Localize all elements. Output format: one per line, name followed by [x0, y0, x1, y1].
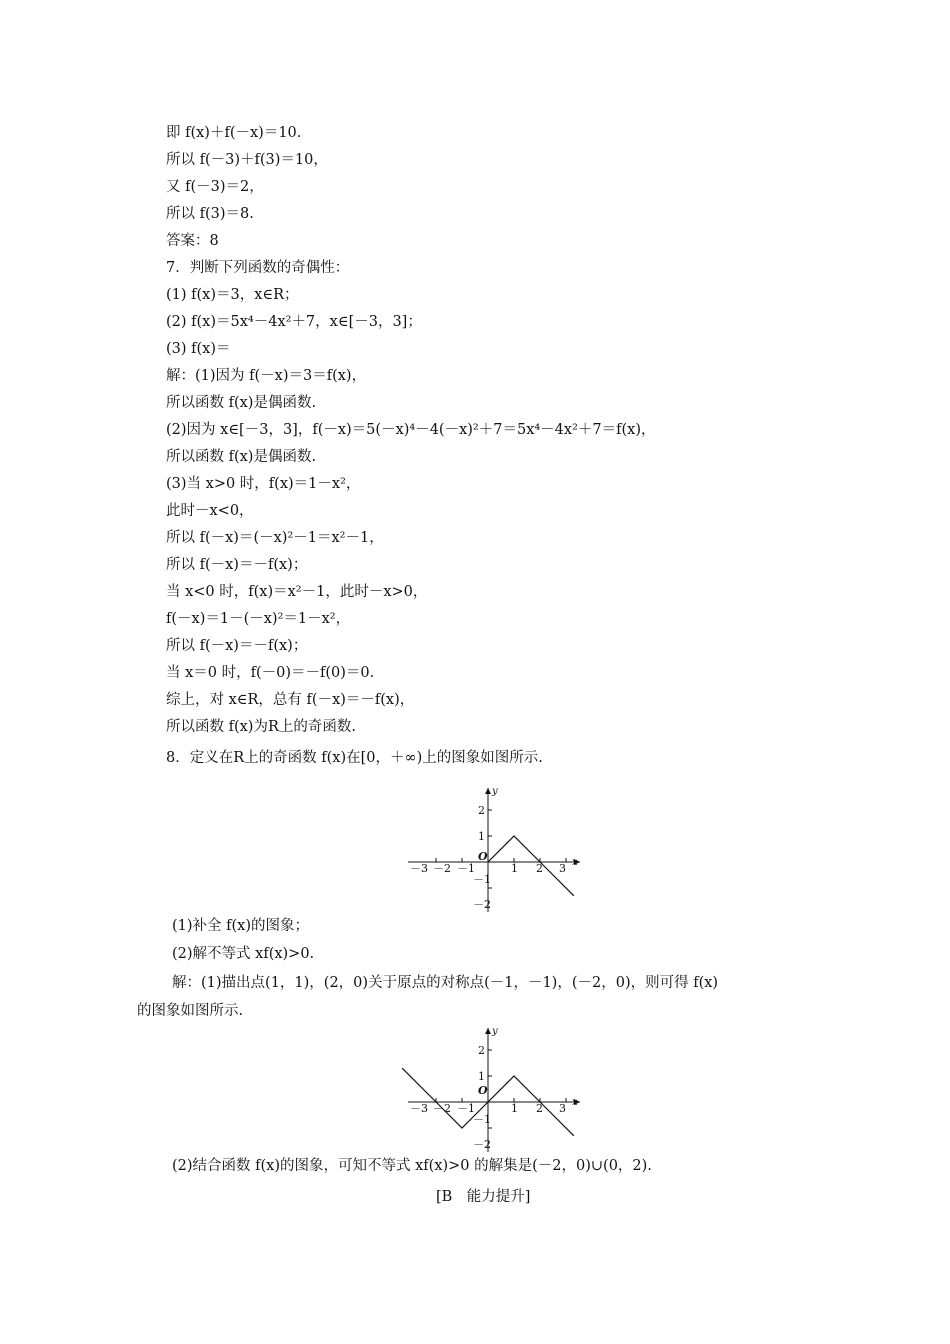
origin-label: O: [478, 1084, 488, 1097]
x-tick-label: －2: [433, 1102, 451, 1115]
y-axis-arrow: [485, 788, 491, 794]
text-line: 所以函数 f(x)是偶函数.: [166, 449, 317, 465]
graph-figure-1: [400, 780, 600, 920]
text-line: 当 x＝0 时，f(－0)＝－f(0)＝0.: [166, 665, 375, 681]
question-8: 8．定义在R上的奇函数 f(x)在[0，＋∞)上的图象如图所示.: [166, 750, 543, 766]
text-line: 又 f(－3)＝2，: [166, 179, 264, 195]
graph-1-labels: [410, 786, 578, 911]
x-tick-label: 3: [559, 1102, 566, 1115]
text-line: 的图象如图所示.: [137, 1003, 244, 1019]
text-line: 此时－x<0，: [166, 503, 254, 519]
y-tick-label: 2: [478, 804, 485, 817]
graph-figure-2: [400, 1020, 600, 1160]
origin-label: O: [478, 850, 488, 863]
y-tick-label: －1: [473, 1113, 491, 1126]
text-line: (3) f(x)＝: [166, 341, 231, 357]
y-tick-label: －2: [473, 898, 491, 911]
text-line: (2)解不等式 xf(x)>0.: [172, 946, 315, 962]
text-line: 所以函数 f(x)是偶函数.: [166, 395, 317, 411]
graph-2-svg: [400, 1020, 600, 1160]
x-tick-label: －3: [410, 862, 428, 875]
text-line: f(－x)＝1－(－x)²＝1－x²，: [166, 611, 351, 627]
text-line: 所以 f(3)＝8.: [166, 206, 254, 222]
text-line: 所以 f(－x)＝－f(x)；: [166, 557, 308, 573]
x-axis-label: x: [572, 857, 578, 868]
y-tick-label: －2: [473, 1138, 491, 1151]
y-tick-label: 2: [478, 1044, 485, 1057]
text-line: (3)当 x>0 时，f(x)＝1－x²，: [166, 476, 361, 492]
text-line: 所以 f(－x)＝－f(x)；: [166, 638, 308, 654]
y-tick-label: －1: [473, 873, 491, 886]
x-tick-label: －1: [457, 862, 475, 875]
y-tick-label: 1: [478, 1070, 485, 1083]
text-line: (2)结合函数 f(x)的图象，可知不等式 xf(x)>0 的解集是(－2，0)∪(0，2).: [172, 1158, 652, 1174]
text-line: (2) f(x)＝5x⁴－4x²＋7，x∈[－3，3]；: [166, 314, 422, 330]
x-tick-label: 2: [536, 862, 543, 875]
text-line: 综上，对 x∈R，总有 f(－x)＝－f(x)，: [166, 692, 415, 708]
x-tick-label: －3: [410, 1102, 428, 1115]
x-tick-label: 2: [536, 1102, 543, 1115]
text-line: (1) f(x)＝3，x∈R；: [166, 287, 299, 303]
text-line: 解：(1)因为 f(－x)＝3＝f(x)，: [166, 368, 367, 384]
y-axis-arrow: [485, 1028, 491, 1034]
y-tick-label: 1: [478, 830, 485, 843]
text-line: 所以 f(－3)＋f(3)＝10，: [166, 152, 328, 168]
text-line: 即 f(x)＋f(－x)＝10.: [166, 125, 302, 141]
x-tick-label: 1: [511, 862, 518, 875]
x-tick-label: 1: [511, 1102, 518, 1115]
x-axis-label: x: [572, 1097, 578, 1108]
text-line: (1)补全 f(x)的图象；: [172, 918, 310, 934]
y-axis-label: y: [492, 786, 498, 797]
section-heading: [B 能力提升]: [436, 1189, 531, 1205]
graph-2-axes: [408, 1028, 580, 1152]
text-line: 所以 f(－x)＝(－x)²－1＝x²－1，: [166, 530, 384, 546]
text-line: 所以函数 f(x)为R上的奇函数.: [166, 719, 356, 735]
x-tick-label: －1: [457, 1102, 475, 1115]
answer-line: 答案：8: [166, 233, 219, 249]
question-7: 7．判断下列函数的奇偶性：: [166, 260, 350, 276]
graph-2-labels: [410, 1026, 578, 1151]
y-axis-label: y: [492, 1026, 498, 1037]
text-line: 当 x<0 时，f(x)＝x²－1，此时－x>0，: [166, 584, 428, 600]
x-tick-label: －2: [433, 862, 451, 875]
x-tick-label: 3: [559, 862, 566, 875]
graph-1-svg: [400, 780, 600, 920]
text-line: 解：(1)描出点(1，1)，(2，0)关于原点的对称点(－1，－1)，(－2，0)，则可得 f(x): [172, 975, 719, 991]
graph-1-axes: [408, 788, 580, 912]
text-line: (2)因为 x∈[－3，3]，f(－x)＝5(－x)⁴－4(－x)²＋7＝5x⁴－4x²＋7＝f(x)，: [166, 422, 656, 438]
